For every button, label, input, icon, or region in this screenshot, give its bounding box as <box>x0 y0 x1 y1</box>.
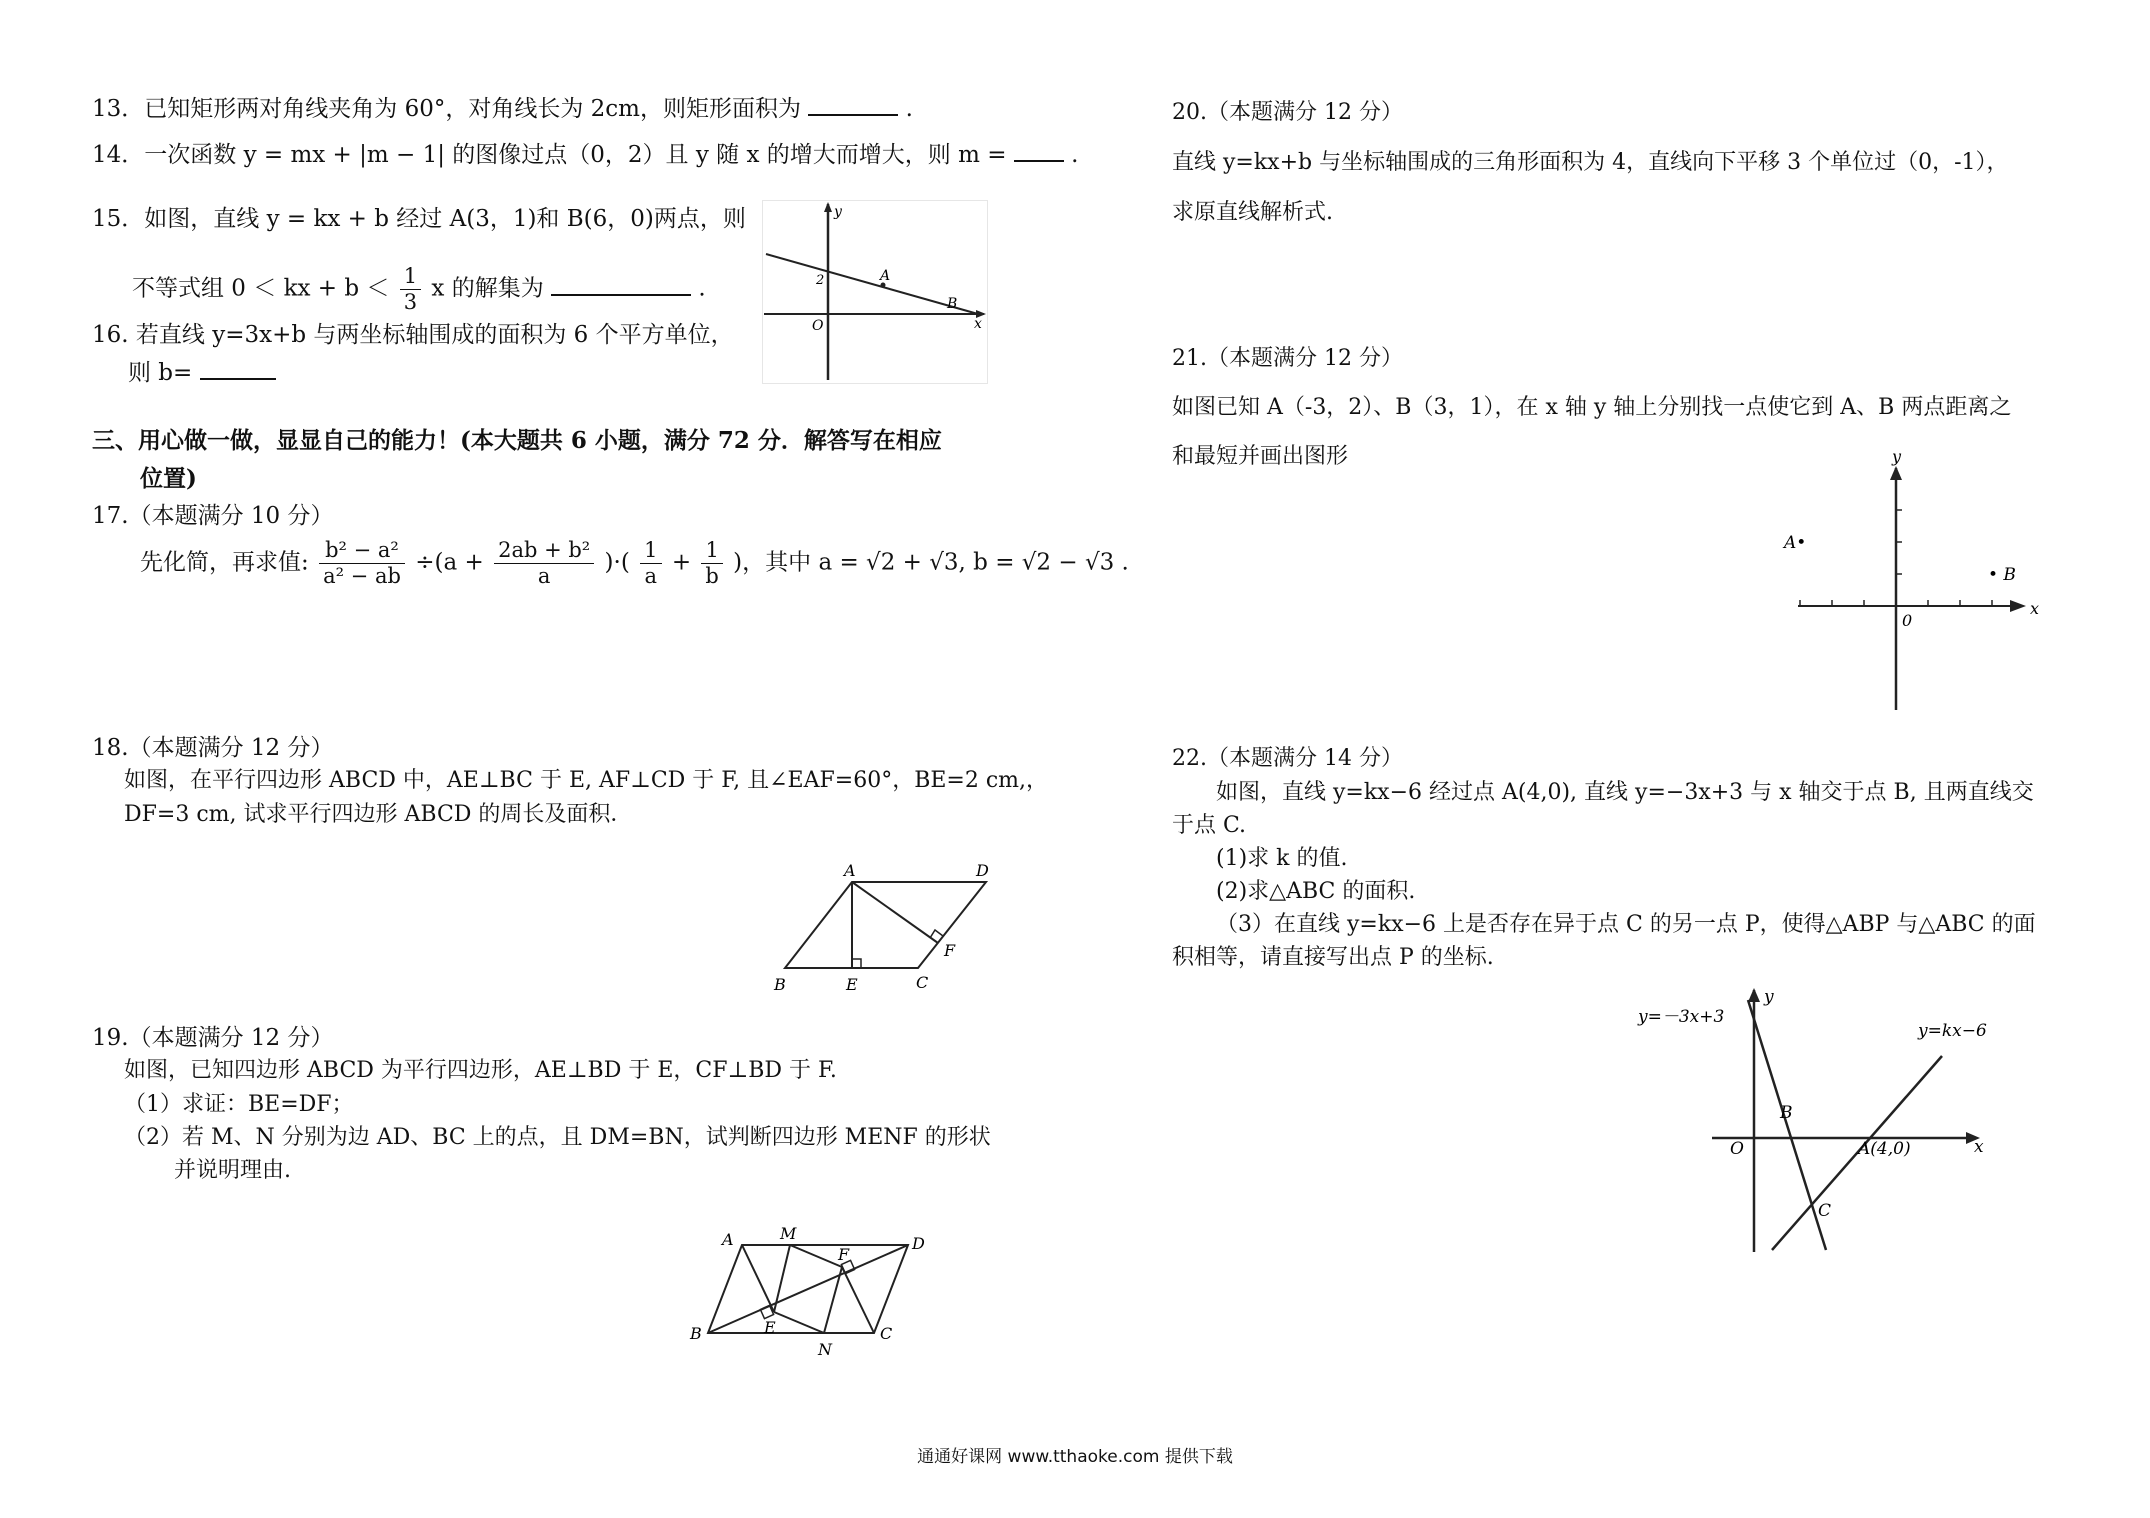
q17-frac-3 <box>640 538 661 589</box>
fig22-label-a: A(4,0) <box>1858 1139 1911 1159</box>
q22-line1: 如图，直线 y=kx−6 经过点 A(4,0), 直线 y=−3x+3 与 x 轴交于点 B, 且两直线交 <box>1216 780 2034 805</box>
q15-frac-num: 1 <box>400 264 421 290</box>
q17-f4-num: 1 <box>701 538 722 564</box>
fig19-label-b: B <box>690 1324 702 1343</box>
q22-line5: （3）在直线 y=kx−6 上是否存在异于点 C 的另一点 P，使得△ABP 与△ABC 的面 <box>1216 912 2036 937</box>
fig22-label-b: B <box>1780 1103 1793 1123</box>
figure-21-coordinate-plane <box>1770 448 2042 714</box>
q15-frac-den: 3 <box>403 290 418 315</box>
q15-line2 <box>132 264 706 315</box>
q21-title: 21.（本题满分 12 分） <box>1172 346 1403 371</box>
fig22-y-label: y <box>1764 987 1774 1007</box>
fig22-label-line1: y=－3x+3 <box>1638 1007 1725 1027</box>
fig22-line-2 <box>1772 1056 1942 1250</box>
q18-line1: 如图，在平行四边形 ABCD 中，AE⊥BC 于 E, AF⊥CD 于 F, 且∠EAF=60°，BE=2 cm,， <box>124 768 1049 793</box>
fig21-origin-label: 0 <box>1902 611 1913 630</box>
fig18-parallelogram <box>785 882 986 968</box>
q17-prefix: 先化简，再求值: <box>140 549 309 576</box>
fig15-x-label: x <box>974 316 982 332</box>
fig18-label-f: F <box>944 941 956 960</box>
q22-line3: (1)求 k 的值. <box>1216 846 1348 871</box>
q17-f4-den: b <box>705 564 719 589</box>
q17-frac-2 <box>494 538 594 589</box>
fig22-label-c: C <box>1818 1201 1832 1221</box>
fig15-origin-label: O <box>812 318 824 334</box>
fig22-line-1 <box>1748 1000 1826 1250</box>
q20-line2: 求原直线解析式. <box>1172 200 1333 225</box>
fig22-label-line2: y=kx−6 <box>1918 1021 1987 1041</box>
page-footer: 通通好课网 www.tthaoke.com 提供下载 <box>917 1447 1233 1467</box>
fig19-mf <box>790 1245 842 1267</box>
q16-line1: 16. 若直线 y=3x+b 与两坐标轴围成的面积为 6 个平方单位， <box>92 322 734 348</box>
fig21-x-label: x <box>2030 599 2040 618</box>
fig18-right-angle-f <box>930 930 943 938</box>
section3-heading-cont: 位置) <box>140 465 197 492</box>
fig21-x-arrow <box>2010 600 2026 612</box>
figure-19-parallelogram <box>684 1215 946 1365</box>
q15-end: . <box>698 275 706 302</box>
q19-line3: （2）若 M、N 分别为边 AD、BC 上的点，且 DM=BN，试判断四边形 MENF 的形状 <box>124 1125 991 1150</box>
q13-end: . <box>905 96 913 122</box>
fig19-diagonal-bd <box>708 1245 908 1333</box>
fig18-label-b: B <box>774 975 786 994</box>
q18-line2: DF=3 cm, 试求平行四边形 ABCD 的周长及面积． <box>124 802 633 827</box>
fig22-origin-label: O <box>1730 1139 1744 1159</box>
q17-title: 17.（本题满分 10 分） <box>92 503 334 529</box>
fig18-label-d: D <box>976 861 989 880</box>
fig19-label-a: A <box>722 1230 734 1249</box>
fig19-label-d: D <box>912 1234 925 1253</box>
fig21-point-b: • B <box>1988 565 2016 585</box>
q22-title: 22.（本题满分 14 分） <box>1172 746 1403 771</box>
fig19-label-c: C <box>880 1324 893 1343</box>
q19-line2: （1）求证：BE=DF； <box>124 1092 354 1117</box>
q21-line2: 和最短并画出图形 <box>1172 444 1349 469</box>
fig19-label-e: E <box>764 1318 776 1337</box>
q15-line1: 15．如图，直线 y = kx + b 经过 A(3，1)和 B(6，0)两点，则 <box>92 206 746 232</box>
q16-line2 <box>128 356 276 388</box>
fig18-right-angle-e <box>852 959 861 968</box>
q14-answer-blank[interactable] <box>1014 138 1064 162</box>
fig19-label-f: F <box>838 1245 850 1264</box>
q19-title: 19.（本题满分 12 分） <box>92 1025 334 1051</box>
fig21-y-label: y <box>1892 447 1902 466</box>
q22-line4: (2)求△ABC 的面积. <box>1216 879 1416 904</box>
q17-op2: )·( <box>604 549 630 576</box>
q17-expression <box>140 538 1129 589</box>
q15-inequality: 不等式组 0 ＜ kx + b ＜ <box>132 275 390 302</box>
q20-line1: 直线 y=kx+b 与坐标轴围成的三角形面积为 4，直线向下平移 3 个单位过（0，-1）， <box>1172 150 2009 175</box>
q16-label: 则 b= <box>128 360 193 386</box>
figure-18-parallelogram <box>770 858 1010 998</box>
fig19-ne <box>774 1312 824 1333</box>
q18-title: 18.（本题满分 12 分） <box>92 735 334 761</box>
q19-line4: 并说明理由. <box>174 1158 291 1183</box>
fig19-nf <box>824 1267 842 1333</box>
fig22-y-arrow <box>1748 988 1760 1002</box>
q22-line2: 于点 C. <box>1172 813 1247 838</box>
fig19-label-n: N <box>818 1340 832 1359</box>
fig19-cf <box>842 1267 874 1333</box>
fig22-x-label: x <box>1974 1137 1984 1157</box>
q17-op1: ÷(a + <box>415 549 484 576</box>
fig18-af <box>852 882 938 943</box>
fig19-ae <box>742 1245 774 1312</box>
fig15-y-label: y <box>834 204 842 220</box>
q17-f2-den: a <box>537 564 551 589</box>
fig15-label-b: B <box>947 296 958 312</box>
figure-15-graph <box>762 200 988 384</box>
question-14 <box>92 138 1078 170</box>
q13-text: 13．已知矩形两对角线夹角为 60°，对角线长为 2cm，则矩形面积为 <box>92 96 801 122</box>
fig15-tick-2: 2 <box>816 273 825 288</box>
q17-frac-4 <box>701 538 722 589</box>
q21-line1: 如图已知 A（-3，2）、B（3，1），在 x 轴 y 轴上分别找一点使它到 A、B 两点距离之 <box>1172 395 2012 420</box>
q17-f2-num: 2ab + b² <box>494 538 594 564</box>
q16-answer-blank[interactable] <box>200 356 276 380</box>
q20-title: 20.（本题满分 12 分） <box>1172 100 1403 125</box>
fig15-border <box>763 201 988 384</box>
q14-end: . <box>1071 142 1079 168</box>
q17-f3-num: 1 <box>640 538 661 564</box>
fig21-point-a: A• <box>1784 533 1807 553</box>
q22-line6: 积相等，请直接写出点 P 的坐标. <box>1172 945 1494 970</box>
figure-22-two-lines <box>1630 980 2010 1252</box>
q17-f1-den: a² − ab <box>323 564 401 589</box>
question-13 <box>92 92 913 124</box>
fig18-label-e: E <box>846 975 858 994</box>
fig19-me <box>774 1245 790 1312</box>
q15-fraction <box>400 264 421 315</box>
q13-answer-blank[interactable] <box>808 92 898 116</box>
q17-f3-den: a <box>644 564 658 589</box>
q19-line1: 如图，已知四边形 ABCD 为平行四边形，AE⊥BD 于 E，CF⊥BD 于 F. <box>124 1058 837 1083</box>
q17-f1-num: b² − a² <box>319 538 405 564</box>
fig15-y-arrow <box>824 202 832 212</box>
q17-frac-1 <box>319 538 405 589</box>
fig18-label-c: C <box>916 973 929 992</box>
q17-suffix: )，其中 a = √2 + √3, b = √2 − √3 . <box>733 549 1129 576</box>
fig21-y-arrow <box>1890 466 1902 480</box>
q15-solution-label: x 的解集为 <box>431 275 544 302</box>
fig18-label-a: A <box>844 861 856 880</box>
q17-plus: + <box>671 549 692 576</box>
fig15-label-a: A <box>880 268 891 284</box>
section3-heading: 三、用心做一做，显显自己的能力！(本大题共 6 小题，满分 72 分．解答写在相应 <box>92 427 942 454</box>
fig19-label-m: M <box>780 1224 797 1243</box>
q15-answer-blank[interactable] <box>551 272 691 296</box>
q14-text: 14．一次函数 y = mx + |m − 1| 的图像过点（0，2）且 y 随 x 的增大而增大，则 m = <box>92 142 1007 168</box>
